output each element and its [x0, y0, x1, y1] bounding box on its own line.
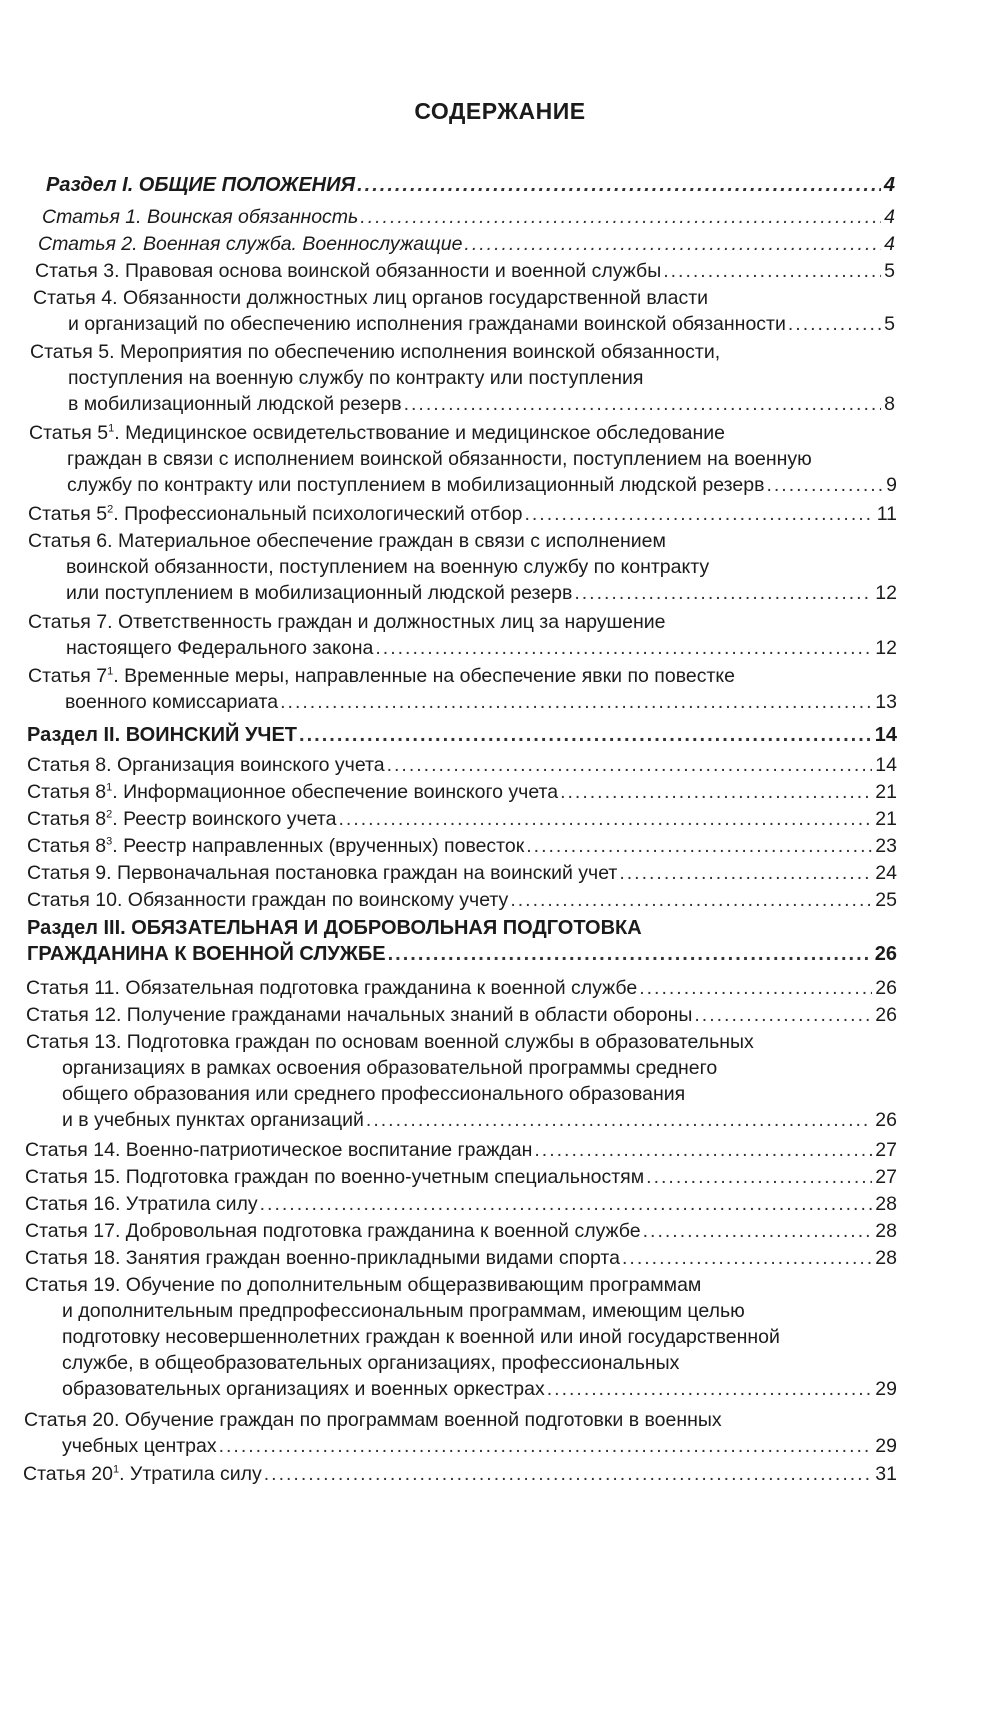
page-number: 14 — [875, 754, 897, 776]
toc-line — [28, 609, 897, 635]
entry-number: Статья 9 — [27, 862, 107, 884]
toc-entry — [27, 806, 897, 832]
dot-leader — [338, 806, 872, 832]
toc-line — [28, 689, 897, 715]
entry-title — [27, 915, 642, 941]
entry-text: . Подготовка граждан по военно-учетным специальностям — [114, 1166, 645, 1188]
dot-leader — [766, 472, 883, 498]
entry-number: Статья 12 — [26, 1004, 116, 1026]
entry-text: . Реестр направленных (врученных) повесток — [112, 835, 525, 857]
toc-line — [25, 1324, 897, 1350]
entry-title — [27, 722, 297, 748]
toc-entry — [23, 1461, 897, 1487]
toc-line — [28, 580, 897, 606]
entry-title — [35, 258, 661, 284]
page-number: 28 — [875, 1247, 897, 1269]
entry-number: Статья 8 — [27, 835, 107, 857]
entry-text: . Профессиональный психологический отбор — [113, 503, 523, 525]
superscript: 1 — [112, 1463, 120, 1476]
entry-title-continued: и в учебных пунктах организаций — [62, 1109, 364, 1131]
dot-leader — [388, 941, 872, 967]
dot-leader — [547, 1376, 873, 1402]
toc-line — [27, 722, 897, 748]
toc-entry — [27, 833, 897, 859]
toc-line — [28, 501, 897, 527]
toc-line — [26, 1029, 897, 1055]
entry-title — [25, 1191, 258, 1217]
entry-title — [28, 663, 735, 689]
entry-text: . Обязанности граждан по воинскому учету — [116, 889, 509, 911]
toc-entry — [27, 779, 897, 805]
entry-number: Статья 18 — [25, 1247, 115, 1269]
entry-text: Раздел II. ВОИНСКИЙ УЧЕТ — [27, 724, 298, 746]
page-number: 28 — [875, 1193, 897, 1215]
entry-title-continued: настоящего Федерального закона — [66, 637, 374, 659]
page-number: 21 — [875, 808, 897, 830]
entry-title-continued: граждан в связи с исполнением воинской обязанности, поступлением на военную — [67, 448, 812, 470]
toc-section — [27, 915, 897, 967]
toc-entry — [25, 1191, 897, 1217]
toc-entry — [29, 420, 897, 498]
dot-leader — [788, 311, 881, 337]
entry-text: . Подготовка граждан по основам военной службы в образовательных — [115, 1031, 754, 1053]
toc-line — [24, 1407, 897, 1433]
toc-entry — [28, 609, 897, 661]
entry-title — [27, 752, 385, 778]
toc-section — [27, 722, 897, 748]
entry-title — [28, 501, 522, 527]
toc-line — [27, 833, 897, 859]
toc-line — [42, 204, 895, 230]
toc-entry — [30, 339, 895, 417]
page-number: 26 — [875, 1004, 897, 1026]
entry-title-continued: и дополнительным предпрофессиональным программам, имеющим целью — [62, 1300, 745, 1322]
entry-title-continued: образовательных организациях и военных оркестрах — [62, 1378, 545, 1400]
toc-line — [28, 635, 897, 661]
page-number: 29 — [875, 1378, 897, 1400]
entry-title-continued: ГРАЖДАНИНА К ВОЕННОЙ СЛУЖБЕ — [27, 943, 386, 965]
toc-entry — [28, 528, 897, 606]
entry-number: Статья 15 — [25, 1166, 115, 1188]
toc-entry — [33, 285, 895, 337]
entry-number: Статья 20 — [23, 1463, 113, 1485]
entry-title-continued: в мобилизационный людской резерв — [68, 393, 402, 415]
dot-leader — [639, 975, 872, 1001]
dot-leader — [619, 860, 872, 886]
toc-line — [27, 860, 897, 886]
toc-entry — [25, 1245, 897, 1271]
entry-text: . Воинская обязанность — [136, 206, 359, 228]
toc-line — [25, 1164, 897, 1190]
toc-entry — [25, 1137, 897, 1163]
entry-title — [25, 1164, 644, 1190]
entry-title — [46, 172, 355, 198]
toc-line — [25, 1218, 897, 1244]
page-number: 21 — [875, 781, 897, 803]
entry-title — [25, 1272, 701, 1298]
dot-leader — [524, 501, 873, 527]
dot-leader — [357, 172, 881, 198]
entry-number: Статья 17 — [25, 1220, 115, 1242]
entry-title — [28, 528, 666, 554]
entry-title-continued: поступления на военную службу по контракту или поступления — [68, 367, 644, 389]
toc-entry — [25, 1164, 897, 1190]
toc-line — [25, 1298, 897, 1324]
toc-line — [27, 752, 897, 778]
toc-line — [27, 779, 897, 805]
entry-number: Статья 2 — [38, 233, 133, 255]
toc-entry — [28, 501, 897, 527]
entry-text: . Организация воинского учета — [106, 754, 385, 776]
toc-entry — [27, 887, 897, 913]
toc-line — [25, 1376, 897, 1402]
entry-text: . Получение гражданами начальных знаний в области обороны — [115, 1004, 693, 1026]
page-number: 26 — [875, 1109, 897, 1131]
page-number: 31 — [875, 1463, 897, 1485]
toc-entry — [35, 258, 895, 284]
entry-title — [24, 1407, 722, 1433]
dot-leader — [360, 204, 881, 230]
page-number: 27 — [875, 1166, 897, 1188]
dot-leader — [510, 887, 872, 913]
toc-line — [26, 1081, 897, 1107]
entry-title — [27, 833, 524, 859]
dot-leader — [264, 1461, 873, 1487]
entry-number: Статья 20 — [24, 1409, 114, 1431]
page-number: 9 — [886, 474, 897, 496]
superscript: 1 — [106, 781, 113, 794]
toc-line — [33, 285, 895, 311]
entry-title — [27, 887, 508, 913]
superscript: 3 — [106, 835, 113, 848]
toc-entry — [42, 204, 895, 230]
page-number: 26 — [874, 943, 897, 965]
entry-number: Статья 4 — [33, 287, 113, 309]
page-number: 28 — [875, 1220, 897, 1242]
page-number: 27 — [875, 1139, 897, 1161]
entry-number: Статья 8 — [27, 808, 107, 830]
toc-line — [30, 365, 895, 391]
entry-text: Раздел III. ОБЯЗАТЕЛЬНАЯ И ДОБРОВОЛЬНАЯ ПОДГОТОВКА — [27, 917, 642, 939]
dot-leader — [560, 779, 872, 805]
toc-line — [28, 528, 897, 554]
toc-entry — [27, 752, 897, 778]
toc-line — [29, 446, 897, 472]
entry-text: . Обязанности должностных лиц органов государственной власти — [112, 287, 709, 309]
superscript: 2 — [106, 808, 113, 821]
toc-entry — [26, 1029, 897, 1133]
entry-title — [25, 1245, 620, 1271]
entry-text: . Утратила силу — [114, 1193, 258, 1215]
entry-title-continued: общего образования или среднего профессионального образования — [62, 1083, 686, 1105]
entry-title-continued: организациях в рамках освоения образовательной программы среднего — [62, 1057, 718, 1079]
page-number: 29 — [875, 1435, 897, 1457]
page-number: 23 — [875, 835, 897, 857]
dot-leader — [404, 391, 882, 417]
entry-text: . Военная служба. Военнослужащие — [132, 233, 463, 255]
toc-line — [25, 1191, 897, 1217]
toc-entry — [26, 1002, 897, 1028]
entry-text: . Ответственность граждан и должностных лиц за нарушение — [107, 611, 666, 633]
toc-entry — [26, 975, 897, 1001]
dot-leader — [643, 1218, 873, 1244]
entry-number: Статья 10 — [27, 889, 117, 911]
page-number: 11 — [876, 503, 897, 525]
entry-text: . Медицинское освидетельствование и медицинское обследование — [114, 422, 726, 444]
entry-title — [29, 420, 725, 446]
toc-line — [26, 1055, 897, 1081]
page-number: 5 — [884, 313, 895, 335]
entry-title — [25, 1137, 532, 1163]
entry-title — [38, 231, 462, 257]
toc-line — [27, 941, 897, 967]
dot-leader — [694, 1002, 872, 1028]
entry-text: . Обучение граждан по программам военной подготовки в военных — [113, 1409, 722, 1431]
page-number: 4 — [884, 233, 895, 255]
dot-leader — [646, 1164, 872, 1190]
entry-number: Статья 7 — [28, 665, 108, 687]
entry-number: Статья 3 — [35, 260, 115, 282]
toc-line — [33, 311, 895, 337]
entry-title-continued: воинской обязанности, поступлением на военную службу по контракту — [66, 556, 710, 578]
entry-number: Статья 8 — [27, 754, 107, 776]
page-number: 25 — [875, 889, 897, 911]
toc-entry — [28, 663, 897, 715]
entry-title — [30, 339, 720, 365]
entry-title — [23, 1461, 262, 1487]
toc-line — [46, 172, 895, 198]
entry-title-continued: службе, в общеобразовательных организациях, профессиональных — [62, 1352, 680, 1374]
toc-line — [27, 806, 897, 832]
dot-leader — [375, 635, 872, 661]
toc-line — [28, 554, 897, 580]
toc-line — [27, 915, 897, 941]
page-number: 4 — [883, 174, 895, 196]
entry-text: . Утратила силу — [119, 1463, 262, 1485]
entry-number: Статья 6 — [28, 530, 108, 552]
page-number: 13 — [875, 691, 897, 713]
toc-entry — [38, 231, 895, 257]
dot-leader — [387, 752, 873, 778]
toc-line — [26, 975, 897, 1001]
entry-number: Статья 11 — [26, 977, 115, 999]
entry-title — [27, 779, 558, 805]
page-number: 8 — [884, 393, 895, 415]
toc-line — [35, 258, 895, 284]
entry-number: Статья 5 — [29, 422, 109, 444]
toc-line — [25, 1137, 897, 1163]
entry-number: Статья 19 — [25, 1274, 115, 1296]
dot-leader — [663, 258, 881, 284]
superscript: 1 — [108, 422, 115, 435]
toc-line — [25, 1245, 897, 1271]
entry-number: Статья 5 — [30, 341, 110, 363]
dot-leader — [622, 1245, 872, 1271]
toc-entry — [25, 1272, 897, 1402]
toc-line — [30, 391, 895, 417]
entry-title-continued: службу по контракту или поступлением в мобилизационный людской резерв — [67, 474, 765, 496]
toc-line — [25, 1350, 897, 1376]
toc-line — [30, 339, 895, 365]
entry-title-continued: и организаций по обеспечению исполнения гражданами воинской обязанности — [68, 313, 786, 335]
entry-title — [27, 860, 617, 886]
entry-text: . Добровольная подготовка гражданина к военной службе — [114, 1220, 641, 1242]
toc-line — [28, 663, 897, 689]
entry-title-continued: или поступлением в мобилизационный людской резерв — [66, 582, 573, 604]
toc-entry — [24, 1407, 897, 1459]
dot-leader — [299, 722, 872, 748]
toc-line — [29, 420, 897, 446]
entry-text: . Обязательная подготовка гражданина к военной службе — [114, 977, 638, 999]
entry-title — [28, 609, 666, 635]
entry-title-continued: военного комиссариата — [65, 691, 279, 713]
entry-text: . Временные меры, направленные на обеспечение явки по повестке — [113, 665, 735, 687]
entry-title-continued: подготовку несовершеннолетних граждан к военной или иной государственной — [62, 1326, 780, 1348]
entry-number: Статья 14 — [25, 1139, 115, 1161]
toc-line — [23, 1461, 897, 1487]
page-number: 12 — [875, 637, 897, 659]
dot-leader — [464, 231, 881, 257]
dot-leader — [574, 580, 872, 606]
toc-line — [27, 887, 897, 913]
entry-title — [25, 1218, 641, 1244]
dot-leader — [526, 833, 872, 859]
entry-text: . Мероприятия по обеспечению исполнения воинской обязанности, — [109, 341, 721, 363]
page-number: 14 — [874, 724, 897, 746]
entry-title — [42, 204, 358, 230]
entry-number: Статья 13 — [26, 1031, 116, 1053]
superscript: 2 — [107, 503, 114, 516]
entry-number: Статья 8 — [27, 781, 107, 803]
entry-text: . Занятия граждан военно-прикладными видами спорта — [114, 1247, 620, 1269]
entry-number: Статья 7 — [28, 611, 108, 633]
page-number: 5 — [884, 260, 895, 282]
entry-title-continued: учебных центрах — [62, 1435, 217, 1457]
dot-leader — [260, 1191, 873, 1217]
entry-title — [26, 1002, 692, 1028]
superscript: 1 — [107, 665, 114, 678]
entry-number: Статья 16 — [25, 1193, 115, 1215]
entry-text: . Первоначальная постановка граждан на воинский учет — [106, 862, 618, 884]
page-number: 24 — [875, 862, 897, 884]
toc-line — [26, 1107, 897, 1133]
dot-leader — [366, 1107, 872, 1133]
entry-text: . Военно-патриотическое воспитание граждан — [114, 1139, 533, 1161]
dot-leader — [219, 1433, 873, 1459]
entry-text: . Реестр воинского учета — [112, 808, 337, 830]
toc-section — [46, 172, 895, 198]
toc-line — [24, 1433, 897, 1459]
dot-leader — [534, 1137, 872, 1163]
entry-text: . Информационное обеспечение воинского учета — [112, 781, 559, 803]
entry-number: Статья 1 — [42, 206, 137, 228]
page-title: СОДЕРЖАНИЕ — [414, 98, 586, 124]
page-number: 4 — [884, 206, 895, 228]
toc-entry — [25, 1218, 897, 1244]
entry-text: . Обучение по дополнительным общеразвивающим программам — [114, 1274, 702, 1296]
entry-text: Раздел I. ОБЩИЕ ПОЛОЖЕНИЯ — [46, 174, 356, 196]
page-number: 12 — [875, 582, 897, 604]
toc-line — [29, 472, 897, 498]
entry-text: . Правовая основа воинской обязанности и военной службы — [114, 260, 662, 282]
page-number: 26 — [875, 977, 897, 999]
entry-title — [26, 1029, 754, 1055]
entry-number: Статья 5 — [28, 503, 108, 525]
dot-leader — [280, 689, 872, 715]
toc-line — [38, 231, 895, 257]
entry-text: . Материальное обеспечение граждан в связи с исполнением — [107, 530, 666, 552]
toc-line — [25, 1272, 897, 1298]
entry-title — [27, 806, 336, 832]
toc-line — [26, 1002, 897, 1028]
entry-title — [26, 975, 637, 1001]
entry-title — [33, 285, 708, 311]
toc-entry — [27, 860, 897, 886]
